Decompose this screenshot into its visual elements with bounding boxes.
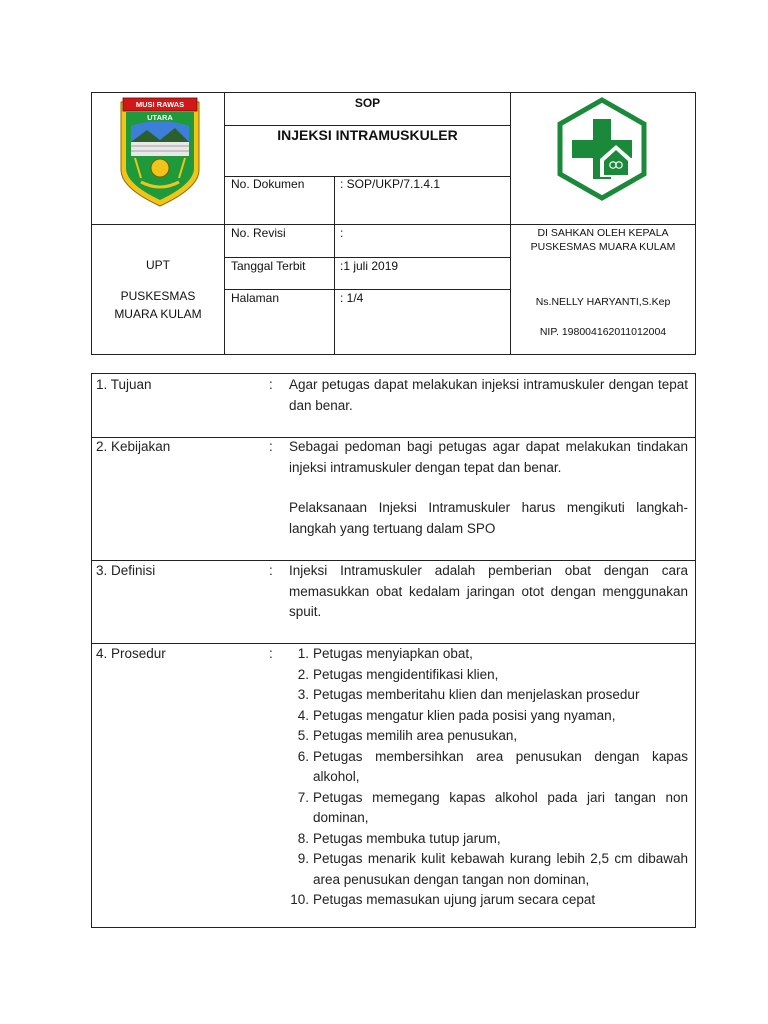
- approval-nip: NIP. 198004162011012004: [539, 326, 667, 338]
- section-label-definisi: 3. Definisi: [96, 563, 156, 578]
- row-value-revisi: :: [340, 226, 344, 240]
- regency-logo: [117, 96, 203, 208]
- kebijakan-text-1: Sebagai pedoman bagi petugas agar dapat melakukan tindakan injeksi intramuskuler dengan tepat dan benar.: [289, 439, 688, 475]
- list-item: 9. Petugas menarik kulit kebawah kurang lebih 2,5 cm dibawah area penusukan dengan tangan non dominan,: [297, 851, 688, 887]
- section-colon: :: [269, 439, 273, 454]
- list-item: 4. Petugas mengatur klien pada posisi yang nyaman,: [297, 707, 616, 723]
- document-title: INJEKSI INTRAMUSKULER: [277, 127, 458, 143]
- row-value-halaman: : 1/4: [340, 291, 364, 305]
- list-item: 10. Petugas memasukan ujung jarum secara cepat: [290, 892, 596, 907]
- section-label-kebijakan: 2. Kebijakan: [96, 439, 171, 454]
- row-label-halaman: Halaman: [231, 291, 280, 305]
- logo-banner-text: MUSI RAWAS UTARA: [135, 100, 185, 122]
- kebijakan-text-2: Pelaksanaan Injeksi Intramuskuler harus mengikuti langkah-langkah yang tertuang dalam SPO: [289, 500, 688, 536]
- list-item: 3. Petugas memberitahu klien dan menjelaskan prosedur: [297, 687, 640, 702]
- list-item: 5. Petugas memilih area penusukan,: [297, 728, 518, 743]
- list-item: 6. Petugas membersihkan area penusukan dengan kapas alkohol,: [297, 748, 688, 784]
- approval-line-2: PUSKESMAS MUARA KULAM: [530, 241, 676, 253]
- list-item: 1. Petugas menyiapkan obat,: [297, 646, 473, 661]
- section-colon: :: [269, 563, 273, 578]
- puskesmas-logo: [556, 97, 648, 201]
- tujuan-text: Agar petugas dapat melakukan injeksi intramuskuler dengan tepat dan benar.: [289, 377, 688, 413]
- row-label-doc: No. Dokumen: [231, 177, 305, 191]
- row-label-revisi: No. Revisi: [231, 226, 286, 240]
- definisi-text: Injeksi Intramuskuler adalah pemberian obat dengan cara memasukkan obat kedalam jaringan otot dengan menggunakan spuit.: [289, 563, 688, 619]
- row-value-doc: : SOP/UKP/7.1.4.1: [340, 177, 441, 191]
- section-colon: :: [269, 377, 273, 392]
- section-colon: :: [269, 646, 273, 661]
- section-label-tujuan: 1. Tujuan: [96, 377, 152, 392]
- approval-name: Ns.NELLY HARYANTI,S.Kep: [535, 296, 671, 308]
- approval-line-1: DI SAHKAN OLEH KEPALA: [537, 227, 669, 239]
- row-label-tanggal: Tanggal Terbit: [231, 259, 306, 273]
- section-label-prosedur: 4. Prosedur: [96, 646, 166, 661]
- list-item: 7. Petugas memegang kapas alkohol pada jari tangan non dominan,: [297, 789, 688, 825]
- row-value-tanggal: :1 juli 2019: [340, 259, 399, 273]
- sop-label: SOP: [354, 96, 381, 110]
- org-line-upt: UPT: [146, 258, 170, 272]
- prosedur-list: [289, 644, 688, 911]
- list-item: 8. Petugas membuka tutup jarum,: [297, 830, 501, 846]
- org-line-puskesmas: PUSKESMAS: [120, 289, 196, 303]
- list-item: 2. Petugas mengidentifikasi klien,: [297, 666, 499, 682]
- org-line-muara-kulam: MUARA KULAM: [114, 307, 202, 321]
